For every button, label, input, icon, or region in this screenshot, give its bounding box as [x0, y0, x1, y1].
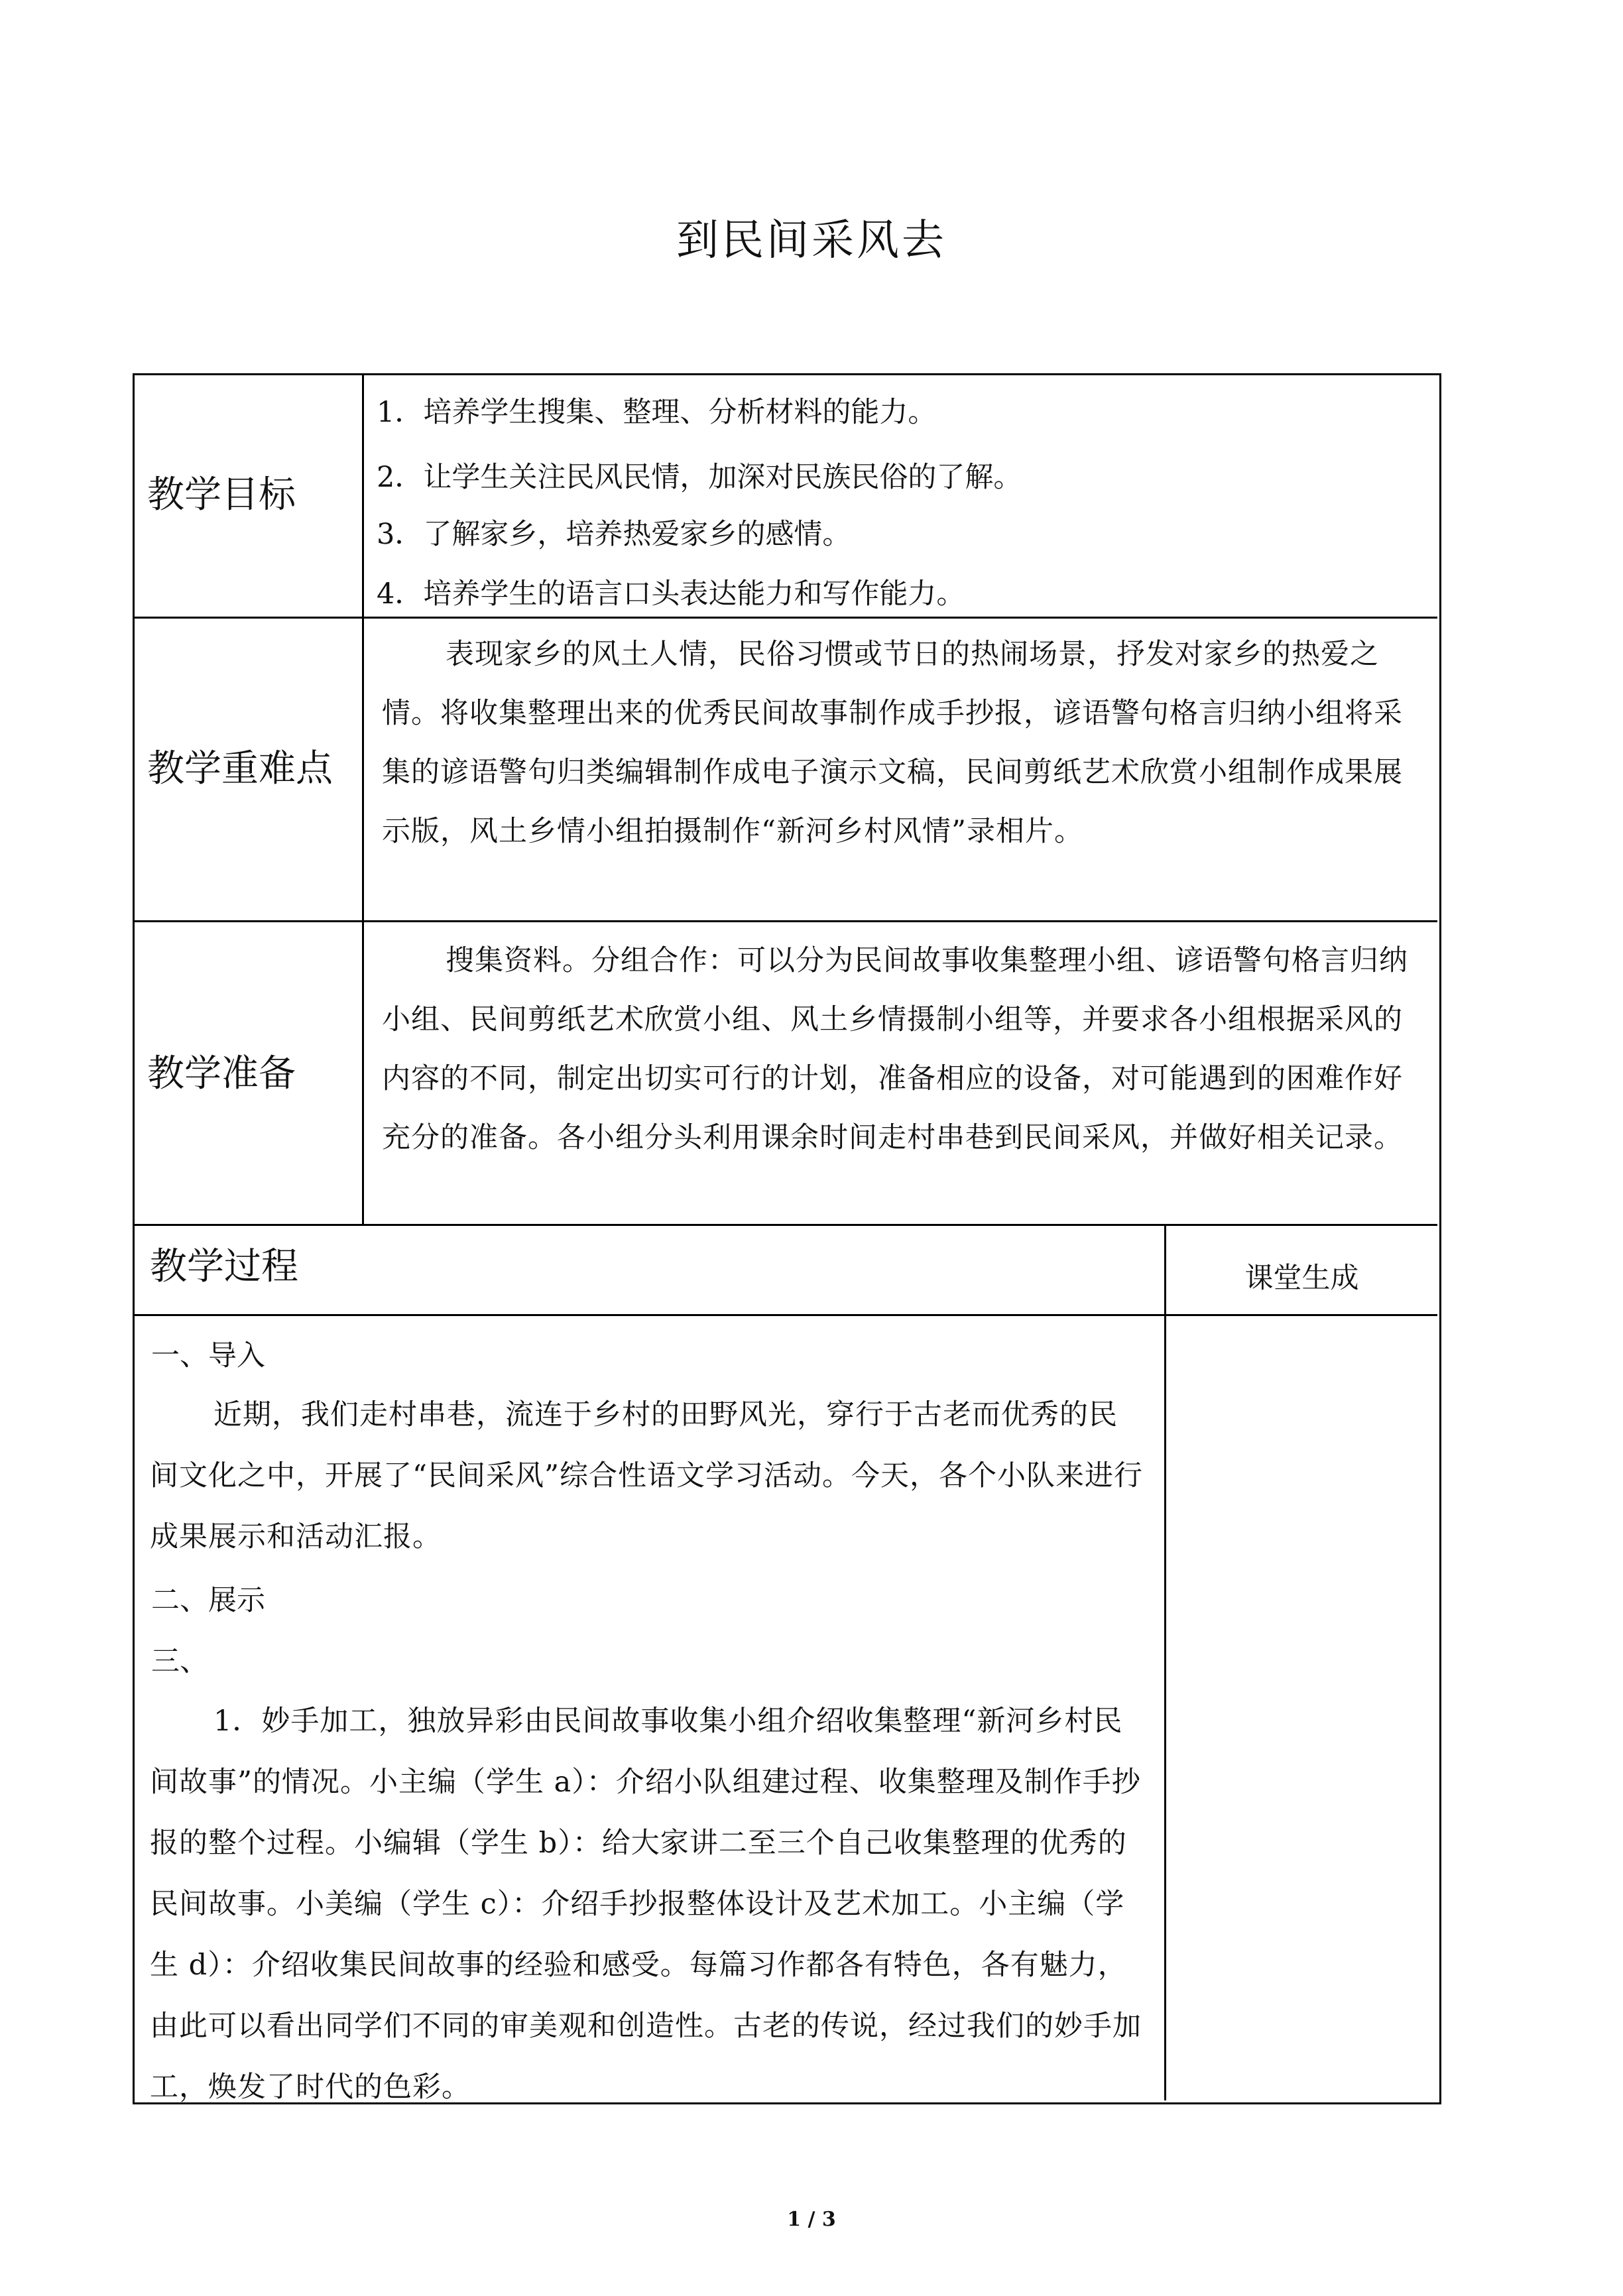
page-number: 1 / 3 [787, 2208, 836, 2231]
row-divider-preparation [133, 1224, 1437, 1226]
key-points-text: 表现家乡的风土人情，民俗习惯或节日的热闹场景，抒发对家乡的热爱之情。将收集整理出来的优秀民间故事制作成手抄报，谚语警句格言归纳小组将采集的谚语警句归类编辑制作成电子演示文稿，民间剪纸艺术欣赏小组制作成果展示版，风土乡情小组拍摄制作“新河乡村风情”录相片。 [382, 638, 1403, 848]
show-heading: 二、展示 [151, 1584, 265, 1617]
row-divider-goals [133, 617, 1437, 619]
preparation-text: 搜集资料。分组合作：可以分为民间故事收集整理小组、谚语警句格言归纳小组、民间剪纸艺术欣赏小组、风土乡情摄制小组等，并要求各小组根据采风的内容的不同，制定出切实可行的计划，准备相应的设备，对可能遇到的困难作好充分的准备。各小组分头利用课余时间走村串巷到民间采风，并做好相关记录。 [382, 944, 1408, 1154]
process-side-column-divider [1164, 1224, 1166, 2100]
goal-item-2: 2．让学生关注民风民情，加深对民族民俗的了解。 [377, 461, 1022, 494]
goals-label: 教学目标 [147, 473, 296, 516]
page-title: 到民间采风去 [676, 216, 947, 265]
process-header-divider [133, 1314, 1437, 1316]
intro-text: 近期，我们走村串巷，流连于乡村的田野风光，穿行于古老而优秀的民间文化之中，开展了“民间采风”综合性语文学习活动。今天，各个小队来进行成果展示和活动汇报。 [150, 1398, 1143, 1553]
goal-item-1: 1．培养学生搜集、整理、分析材料的能力。 [377, 396, 937, 429]
process-header: 教学过程 [150, 1245, 298, 1288]
intro-heading: 一、导入 [151, 1339, 265, 1372]
label-column-divider [362, 373, 364, 1224]
process-side-header: 课堂生成 [1244, 1262, 1359, 1295]
item1-text: 1．妙手加工，独放异彩由民间故事收集小组介绍收集整理“新河乡村民间故事”的情况。小主编（学生 a）：介绍小队组建过程、收集整理及制作手抄报的整个过程。小编辑（学生 b）：给大家讲二至三个自己收集整理的优秀的民间故事。小美编（学生 c）：介绍手抄报整体设计及艺术加工。小主编（学生 d）：介绍收集民间故事的经验和感受。每篇习作都各有特色，各有魅力，由此可以看出同学们不同的审美观和创造性。古老的传说，经过我们的妙手加工，焕发了时代的色彩。 [150, 1705, 1142, 2104]
preparation-label: 教学准备 [147, 1052, 296, 1095]
goal-item-4: 4．培养学生的语言口头表达能力和写作能力。 [377, 577, 965, 611]
row-divider-keypoints [133, 920, 1437, 922]
section-three-heading: 三、 [151, 1645, 208, 1678]
key-points-label: 教学重难点 [147, 747, 333, 790]
goal-item-3: 3．了解家乡，培养热爱家乡的感情。 [377, 518, 851, 551]
